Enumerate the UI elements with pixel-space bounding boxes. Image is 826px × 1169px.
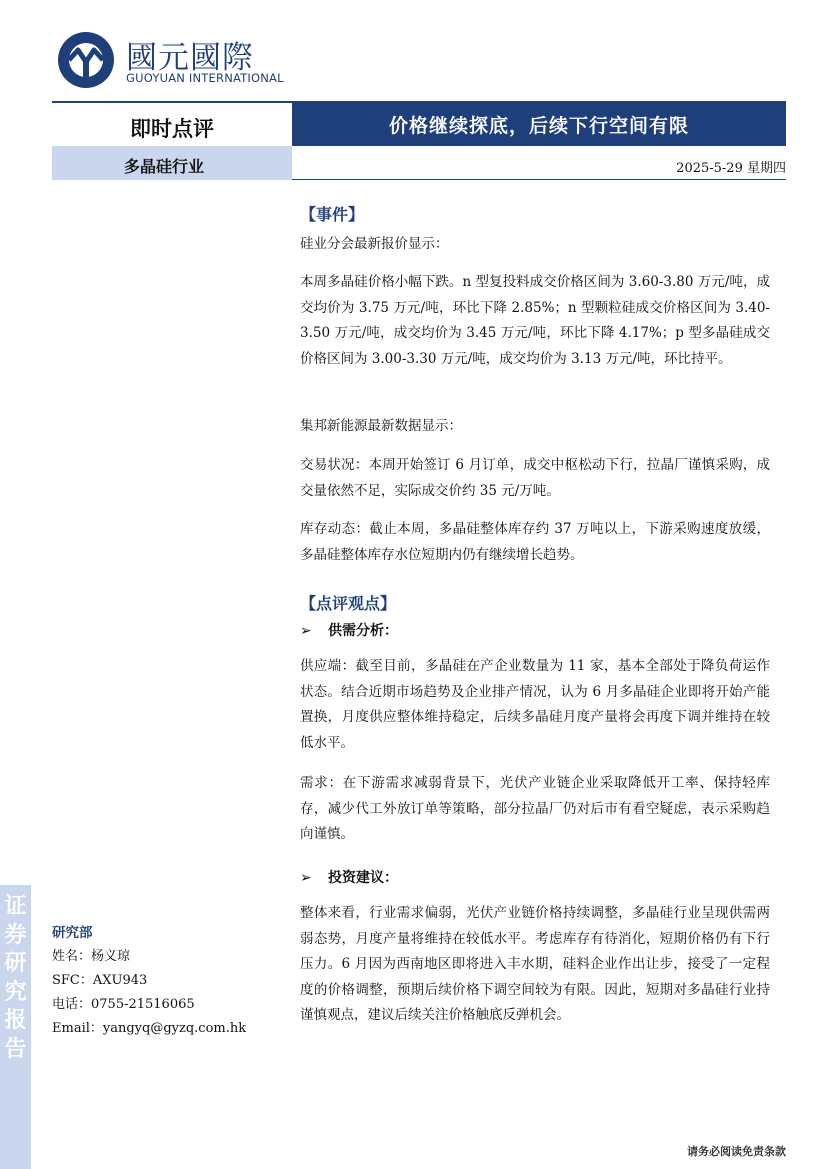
event-heading: 【事件】	[300, 205, 365, 224]
supply-demand-label: 供需分析：	[328, 623, 398, 639]
event-paragraph-inventory: 库存动态：截止本周，多晶硅整体库存约 37 万吨以上，下游采购速度放缓，多晶硅整体库存水位短期内仍有继续增长趋势。	[300, 521, 770, 563]
company-logo	[56, 30, 286, 90]
report-date: 2025-5-29 星期四	[676, 161, 786, 176]
view-paragraph-supply: 供应端：截至目前，多晶硅在产企业数量为 11 家，基本全部处于降负荷运作状态。结合近期市场趋势及企业排产情况，认为 6 月多晶硅企业即将开始产能置换，月度供应整体维持稳定，后续多晶硅月度产量将会再度下调并维持在较低水平。	[300, 658, 770, 751]
disclaimer-link[interactable]: 请务必阅读免责条款	[687, 1145, 786, 1158]
view-paragraph-investment: 整体来看，行业需求偏弱，光伏产业链价格持续调整，多晶硅行业呈现供需两弱态势，月度产量将维持在较低水平。考虑库存有待消化，短期价格仍有下行压力。6 月因为西南地区即将进入丰水期，硅料企业作出让步，接受了一定程度的价格调整，预期后续价格下调空间较为有限。因此，短期对多晶硅行业持谨慎观点，建议后续关注价格触底反弹机会。	[300, 905, 770, 1023]
event-source: 集邦新能源最新数据显示：	[300, 418, 462, 434]
industry-box	[52, 146, 292, 180]
investment-bullet	[300, 867, 398, 887]
header-divider	[292, 179, 786, 180]
logo-chinese-name: 國元國際	[126, 40, 254, 76]
report-type: 即时点评	[130, 117, 214, 141]
event-intro: 硅业分会最新报价显示：	[300, 236, 449, 252]
analyst-name: 姓名：杨义琼	[52, 949, 131, 964]
supply-demand-bullet	[300, 620, 398, 640]
analyst-email[interactable]: Email：yangyq@gyzq.com.hk	[52, 1021, 247, 1036]
arrow-bullet-icon: ➢	[300, 623, 312, 639]
event-paragraph-price: 本周多晶硅价格小幅下跌。n 型复投料成交价格区间为 3.60-3.80 万元/吨，成交均价为 3.75 万元/吨，环比下降 2.85%；n 型颗粒硅成交价格区间为 3.40-3.50 万元/吨，成交均价为 3.45 万元/吨，环比下降 4.17%；p 型多晶硅成交价格区间为 3.00-3.30 万元/吨，成交均价为 3.13 万元/吨，环比持平。	[300, 274, 770, 367]
event-paragraph-trade: 交易状况：本周开始签订 6 月订单，成交中枢松动下行，拉晶厂谨慎采购，成交量依然不足，实际成交价约 35 元/万吨。	[300, 457, 770, 499]
analyst-phone: 电话：0755-21516065	[52, 997, 195, 1012]
analyst-dept: 研究部	[52, 925, 93, 941]
sidebar-label: 证券研究报告	[4, 894, 27, 1062]
industry-label: 多晶硅行业	[124, 157, 205, 176]
report-title: 价格继续探底，后续下行空间有限	[388, 115, 689, 137]
title-bar	[292, 101, 786, 146]
guoyuan-logo-icon	[56, 30, 116, 90]
arrow-bullet-icon: ➢	[300, 870, 312, 886]
logo-english-name: GUOYUAN INTERNATIONAL	[126, 71, 284, 85]
investment-label: 投资建议：	[328, 870, 398, 886]
view-heading: 【点评观点】	[300, 594, 397, 613]
report-type-box	[52, 101, 292, 146]
analyst-sfc: SFC：AXU943	[52, 973, 148, 988]
analyst-info	[52, 921, 246, 1041]
sidebar-strip	[0, 885, 31, 1169]
view-paragraph-demand: 需求：在下游需求减弱背景下，光伏产业链企业采取降低开工率、保持轻库存，减少代工外放订单等策略，部分拉晶厂仍对后市有看空疑虑，表示采购趋向谨慎。	[300, 775, 770, 842]
